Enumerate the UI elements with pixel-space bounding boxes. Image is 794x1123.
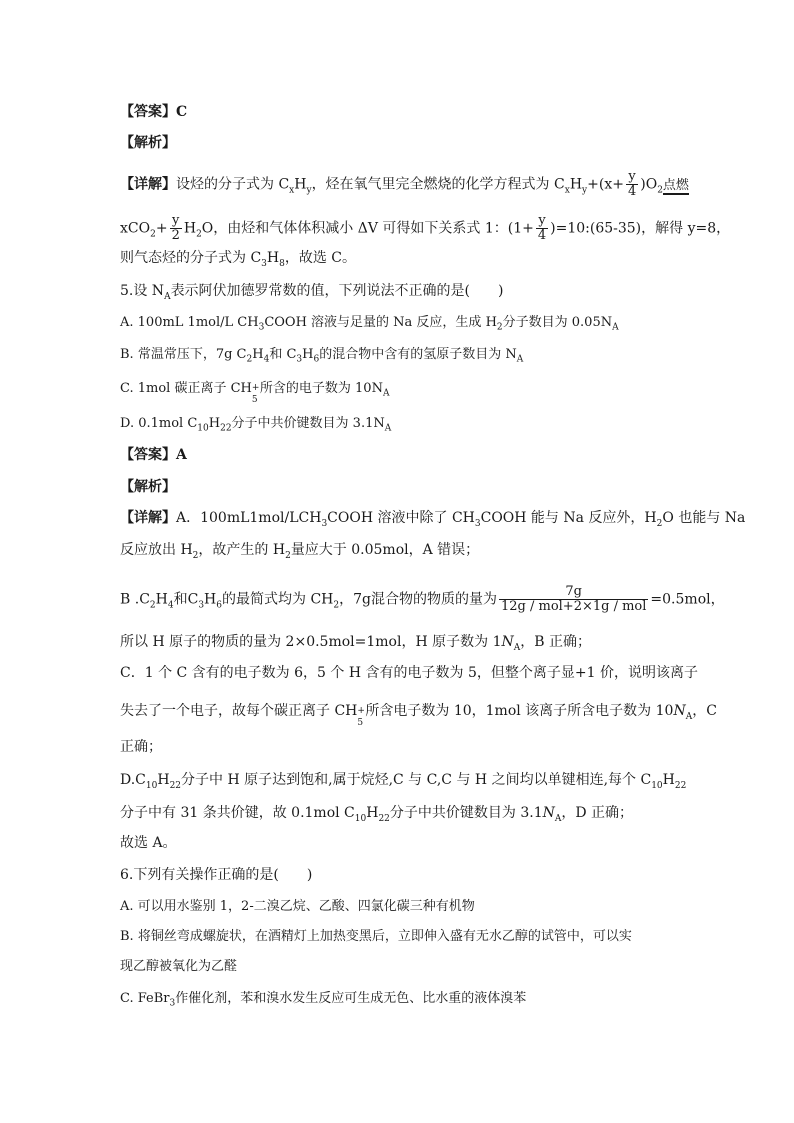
q5-option-d: D. 0.1mol $C_{10}H_{22}$分子中共价键数目为 $3.1N_A$ [120, 416, 392, 434]
fraction-y-over-4: $\frac{y}{4}$ [627, 169, 637, 199]
q4-analysis-label: 【解析】 [120, 135, 176, 151]
q5-detail-c-line-2: 失去了一个电子，故每个碳正离子 CH + 5 所含电子数为 10，1mol 该离子所含电子数为 $10N_A$，C [120, 703, 717, 728]
q5-answer: 【答案】A [120, 447, 187, 463]
q4-detail-line-3: 则气态烃的分子式为 $C_3H_8$，故选 C。 [120, 250, 357, 269]
q5-detail-d-line-2: 分子中有 31 条共价键，故 0.1mol $C_{10}H_{22}$分子中共价键数目为 $3.1N_A$，D 正确； [120, 805, 634, 824]
q5-option-c: C. 1mol 碳正离子 CH + 5 所含的电子数为 $10N_A$ [120, 381, 390, 405]
q4-detail-line-2: xCO$_2$+ $\frac{y}{2}$ $H_2O$，由烃和气体体积减小 ΔV 可得如下关系式 1：(1+ $\frac{y}{4}$ )=10:(65-35)，解得 y=8， [120, 213, 731, 243]
q6-option-b-line-2: 现乙醇被氧化为乙醛 [120, 959, 238, 974]
q5-detail-b-line-1: B $.C_2H_4$和$C_3H_6$的最简式均为 $CH_2$，7g混合物的物质的量为 $\frac{7g}{\text{12g / mol+2×1g / mol}}$ =0.5mol， [120, 584, 725, 614]
q5-analysis-label: 【解析】 [120, 479, 176, 495]
q6-option-c: C. FeBr$_3$作催化剂，苯和溴水发生反应可生成无色、比水重的液体溴苯 [120, 991, 527, 1009]
fraction-y-over-4-b: $\frac{y}{4}$ [537, 213, 547, 243]
q5-stem: 5.设 $N_A$表示阿伏加德罗常数的值，下列说法不正确的是( ) [120, 283, 504, 302]
q5-option-a: A. 100mL 1mol/L $CH_3COOH$ 溶液与足量的 Na 反应，生成 $H_2$分子数目为 $0.05N_A$ [120, 315, 619, 333]
fraction-molar-amount: $\frac{7g}{\text{12g / mol+2×1g / mol}}$ [500, 584, 647, 614]
q5-detail-a-line-2: 反应放出 $H_2$，故产生的 $H_2$量应大于 0.05mol，A 错误； [120, 542, 480, 561]
q5-detail-d-line-1: $D.C_{10}H_{22}$分子中 H 原子达到饱和,属于烷烃,C 与 C,C 与 H 之间均以单键相连,每个 $C_{10}H_{22}$ [120, 772, 687, 791]
q4-answer: 【答案】C [120, 104, 188, 120]
q6-option-a: A. 可以用水鉴别 1，2-二溴乙烷、乙酸、四氯化碳三种有机物 [120, 899, 475, 914]
ignite-condition: 点燃 [662, 177, 689, 193]
q6-option-b-line-1: B. 将铜丝弯成螺旋状，在酒精灯上加热变黑后，立即伸入盛有无水乙醇的试管中，可以实 [120, 929, 632, 944]
q5-detail-c-line-1: C．1 个 C 含有的电子数为 6，5 个 H 含有的电子数为 5，但整个离子显+1 价，说明该离子 [120, 665, 698, 681]
q6-stem: 6.下列有关操作正确的是( ) [120, 867, 313, 883]
q5-option-b: B. 常温常压下，7g $C_2H_4$和 $C_3H_6$的混合物中含有的氢原子数目为 $N_A$ [120, 347, 524, 365]
q4-detail-line-1: 【详解】设烃的分子式为 $C_xH_y$，烃在氧气里完全燃烧的化学方程式为 $C_xH_y+(x+$ $\frac{y}{4}$ )$O_2$点燃 [120, 169, 689, 199]
q5-detail-a-line-1: 【详解】A．$100mL1mol/LCH_3COOH$ 溶液中除了 $CH_3COOH$ 能与 Na 反应外，$H_2O$ 也能与 Na [120, 510, 746, 529]
q5-detail-b-line-2: 所以 H 原子的物质的量为 2×0.5mol=1mol，H 原子数为 $1N_A$，B 正确； [120, 634, 591, 653]
q5-conclusion: 故选 A。 [120, 835, 177, 851]
q5-detail-c-line-3: 正确； [120, 739, 162, 755]
fraction-y-over-2: $\frac{y}{2}$ [171, 213, 180, 243]
